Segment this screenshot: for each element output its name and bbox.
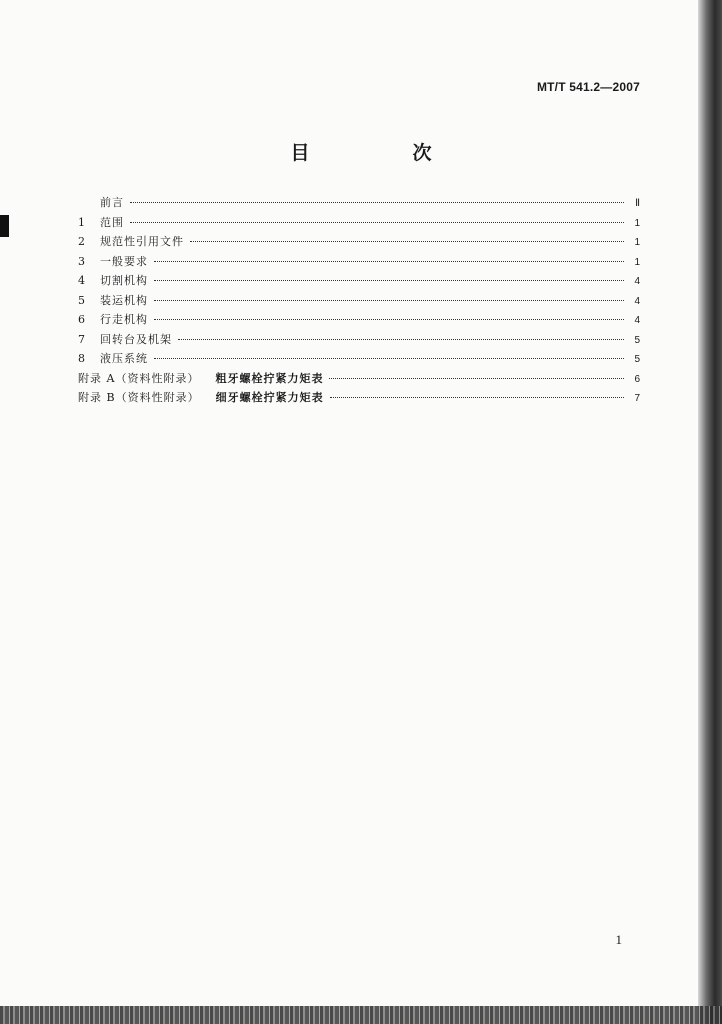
toc-entry-normative-references bbox=[78, 232, 640, 252]
toc-entry-label: 范围 bbox=[100, 215, 124, 229]
toc-entry-page: 1 bbox=[634, 256, 640, 268]
toc-entry-number: 6 bbox=[78, 313, 85, 326]
toc-entry-page: 5 bbox=[634, 334, 640, 346]
toc-entry-label: 附录 B（资料性附录） bbox=[78, 391, 200, 404]
scan-binding-mark bbox=[0, 215, 9, 237]
toc-leader-dots bbox=[154, 279, 624, 281]
toc-entry-number: 1 bbox=[78, 215, 85, 229]
page-number: 1 bbox=[615, 932, 622, 947]
toc-entry-number: 2 bbox=[78, 235, 85, 248]
toc-entry-label: 液压系统 bbox=[100, 352, 148, 365]
toc-leader-dots bbox=[154, 260, 624, 262]
toc-entry-number: 7 bbox=[78, 332, 85, 346]
toc-entry-label: 装运机构 bbox=[100, 293, 148, 307]
toc-entry-subtitle: 粗牙螺栓拧紧力矩表 bbox=[215, 371, 324, 385]
toc-entry-subtitle: 细牙螺栓拧紧力矩表 bbox=[215, 391, 324, 404]
scan-edge-right bbox=[698, 0, 722, 1024]
toc-entry-number: 3 bbox=[78, 254, 85, 268]
toc-leader-dots bbox=[190, 240, 624, 242]
toc-entry-label: 回转台及机架 bbox=[100, 332, 172, 346]
toc-entry-page: 4 bbox=[634, 295, 640, 307]
toc-entry-label: 行走机构 bbox=[100, 313, 148, 326]
toc-entry-general-requirements bbox=[78, 252, 640, 272]
toc-leader-dots bbox=[154, 357, 624, 359]
toc-entry-appendix-b bbox=[78, 388, 640, 408]
toc-leader-dots bbox=[329, 377, 624, 379]
toc-entry-number: 5 bbox=[78, 293, 85, 307]
toc-entry-hydraulic-system bbox=[78, 349, 640, 369]
toc-entry-page: 5 bbox=[634, 354, 640, 365]
toc-entry-number: 8 bbox=[78, 352, 85, 365]
toc-entry-label: 规范性引用文件 bbox=[100, 235, 184, 248]
toc-entry-label: 前言 bbox=[100, 196, 124, 209]
toc-entry-page: Ⅱ bbox=[635, 198, 640, 209]
toc-entry-turntable-frame bbox=[78, 330, 640, 350]
toc-leader-dots bbox=[130, 221, 624, 223]
toc-entry-foreword bbox=[78, 193, 640, 213]
toc-entry-page: 6 bbox=[634, 373, 640, 385]
toc-leader-dots bbox=[130, 201, 624, 203]
table-of-contents bbox=[78, 193, 640, 408]
toc-entry-scope bbox=[78, 213, 640, 233]
toc-entry-page: 4 bbox=[634, 276, 640, 287]
toc-leader-dots bbox=[154, 318, 624, 320]
toc-entry-label: 切割机构 bbox=[100, 274, 148, 287]
page-title: 目 次 bbox=[290, 142, 474, 164]
standard-code: MT/T 541.2—2007 bbox=[536, 80, 640, 94]
toc-entry-page: 7 bbox=[634, 393, 640, 404]
toc-leader-dots bbox=[178, 338, 624, 340]
toc-entry-appendix-a bbox=[78, 369, 640, 389]
toc-entry-number: 4 bbox=[78, 274, 85, 287]
toc-entry-page: 1 bbox=[634, 237, 640, 248]
scan-edge-bottom bbox=[0, 1006, 722, 1024]
toc-entry-cutting-mechanism bbox=[78, 271, 640, 291]
toc-entry-label: 附录 A（资料性附录） bbox=[78, 371, 200, 385]
toc-entry-label: 一般要求 bbox=[100, 254, 148, 268]
toc-leader-dots bbox=[330, 396, 624, 398]
toc-leader-dots bbox=[154, 299, 624, 301]
toc-entry-page: 4 bbox=[634, 315, 640, 326]
toc-entry-loading-mechanism bbox=[78, 291, 640, 311]
toc-entry-travel-mechanism bbox=[78, 310, 640, 330]
toc-entry-page: 1 bbox=[634, 217, 640, 229]
